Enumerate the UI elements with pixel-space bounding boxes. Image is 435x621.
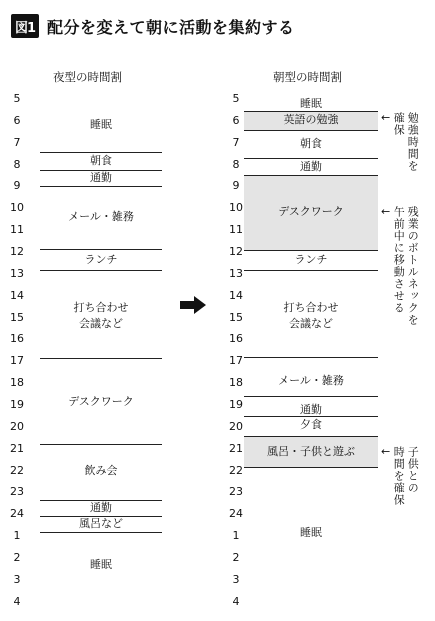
night-meetings-line1: 打ち合わせ xyxy=(73,301,129,314)
divider xyxy=(40,444,162,445)
morning-hour-label: 16 xyxy=(229,332,243,346)
morning-hour-label: 10 xyxy=(229,201,243,215)
morning-hour-label: 9 xyxy=(232,179,240,193)
morning-hour-label: 5 xyxy=(232,92,240,105)
morning-bath-play: 風呂・子供と遊ぶ xyxy=(267,445,355,458)
morning-hour-label: 6 xyxy=(232,113,240,127)
left-arrow-icon: ← xyxy=(381,445,391,458)
night-hour-label: 3 xyxy=(13,572,21,586)
morning-lunch: ランチ xyxy=(294,253,328,266)
left-arrow-icon: ← xyxy=(381,205,391,218)
morning-hour-label: 2 xyxy=(232,550,240,564)
night-hour-label: 21 xyxy=(10,441,24,455)
figure-header xyxy=(11,12,295,40)
night-hour-label: 18 xyxy=(10,376,24,390)
morning-hour-label: 13 xyxy=(229,266,243,280)
note-family-col2: 時間を確保 xyxy=(392,446,406,506)
divider xyxy=(244,436,378,437)
night-hour-label: 11 xyxy=(10,223,24,237)
morning-dinner: 夕食 xyxy=(300,418,322,431)
night-meetings xyxy=(40,300,162,332)
night-hour-label: 12 xyxy=(10,245,24,258)
morning-commute: 通勤 xyxy=(300,160,322,173)
night-hour-label: 13 xyxy=(10,266,24,280)
morning-sleep-night: 睡眠 xyxy=(300,526,322,539)
morning-hour-label: 15 xyxy=(229,310,243,324)
night-sleep-night: 睡眠 xyxy=(90,558,112,571)
morning-hour-label: 21 xyxy=(229,441,243,455)
night-hour-label: 2 xyxy=(13,550,21,564)
morning-hour-label: 7 xyxy=(232,135,240,149)
divider xyxy=(40,186,162,187)
night-desk-work: デスクワーク xyxy=(68,395,134,408)
morning-english-study: 英語の勉強 xyxy=(283,113,339,126)
divider xyxy=(244,175,378,176)
note-family-time xyxy=(381,446,419,506)
note-bottleneck-col2: 午前中に移動させる xyxy=(392,206,406,314)
divider xyxy=(244,250,378,251)
morning-meetings-line2: 会議など xyxy=(289,317,333,330)
morning-hour-label: 3 xyxy=(232,572,240,586)
left-arrow-icon: ← xyxy=(381,111,391,124)
night-hour-label: 23 xyxy=(10,485,24,499)
night-drinking-party: 飲み会 xyxy=(84,464,118,477)
morning-hour-label: 17 xyxy=(229,354,243,368)
night-email-misc: メール・雑務 xyxy=(68,210,134,223)
night-hour-label: 20 xyxy=(10,419,24,433)
divider xyxy=(244,270,378,271)
morning-hour-label: 11 xyxy=(229,223,243,237)
night-sleep-morning: 睡眠 xyxy=(90,118,112,131)
night-hour-label: 24 xyxy=(10,507,24,521)
morning-meetings-line1: 打ち合わせ xyxy=(283,301,339,314)
night-breakfast: 朝食 xyxy=(90,154,112,167)
divider xyxy=(244,357,378,358)
morning-commute-evening: 通勤 xyxy=(300,403,322,416)
night-meetings-line2: 会議など xyxy=(79,317,123,330)
night-commute-morning: 通勤 xyxy=(90,171,112,184)
note-family-col1: 子供との xyxy=(406,446,420,494)
morning-breakfast: 朝食 xyxy=(300,137,322,150)
morning-hour-label: 14 xyxy=(229,288,243,302)
divider xyxy=(40,532,162,533)
night-hour-label: 22 xyxy=(10,463,24,477)
night-hour-label: 17 xyxy=(10,354,24,368)
night-hour-label: 4 xyxy=(13,594,21,608)
morning-hour-label: 4 xyxy=(232,594,240,608)
figure-badge: 図1 xyxy=(11,14,39,38)
morning-hour-label: 24 xyxy=(229,507,243,521)
note-study-col2: 確保 xyxy=(392,112,406,136)
divider xyxy=(244,396,378,397)
night-hour-label: 8 xyxy=(13,157,21,171)
figure-title: 配分を変えて朝に活動を集約する xyxy=(47,17,295,37)
divider xyxy=(40,358,162,359)
morning-email-misc: メール・雑務 xyxy=(278,374,344,387)
divider xyxy=(40,249,162,250)
night-hour-label: 15 xyxy=(10,310,24,324)
divider xyxy=(40,270,162,271)
morning-hour-label: 12 xyxy=(229,245,243,258)
night-hour-label: 16 xyxy=(10,332,24,346)
night-hour-label: 19 xyxy=(10,397,24,411)
night-hour-label: 6 xyxy=(13,113,21,127)
morning-sleep-early: 睡眠 xyxy=(300,97,322,110)
night-hour-label: 7 xyxy=(13,135,21,149)
night-schedule-title: 夜型の時間割 xyxy=(53,70,122,84)
night-hour-label: 5 xyxy=(13,92,21,105)
note-study-time xyxy=(381,112,419,172)
night-hour-label: 1 xyxy=(13,529,21,542)
morning-hour-label: 19 xyxy=(229,397,243,411)
divider xyxy=(244,467,378,468)
note-study-col1: 勉強時間を xyxy=(406,112,420,172)
morning-hour-label: 20 xyxy=(229,419,243,433)
night-bath: 風呂など xyxy=(79,517,123,530)
morning-schedule-title: 朝型の時間割 xyxy=(273,70,342,84)
night-hour-label: 14 xyxy=(10,288,24,302)
note-bottleneck-col1: 残業のボトルネックを xyxy=(406,206,420,326)
morning-hour-label: 8 xyxy=(232,157,240,171)
night-hour-label: 9 xyxy=(13,179,21,193)
divider xyxy=(244,130,378,131)
night-lunch: ランチ xyxy=(84,253,118,266)
morning-hour-label: 1 xyxy=(232,529,240,542)
morning-meetings xyxy=(244,300,378,332)
night-commute-evening: 通勤 xyxy=(90,501,112,514)
note-bottleneck xyxy=(381,206,419,326)
morning-hour-label: 22 xyxy=(229,463,243,477)
right-arrow-icon xyxy=(180,296,206,314)
morning-desk-work: デスクワーク xyxy=(278,205,344,218)
night-hour-label: 10 xyxy=(10,201,24,215)
morning-hour-label: 23 xyxy=(229,485,243,499)
morning-hour-label: 18 xyxy=(229,376,243,390)
